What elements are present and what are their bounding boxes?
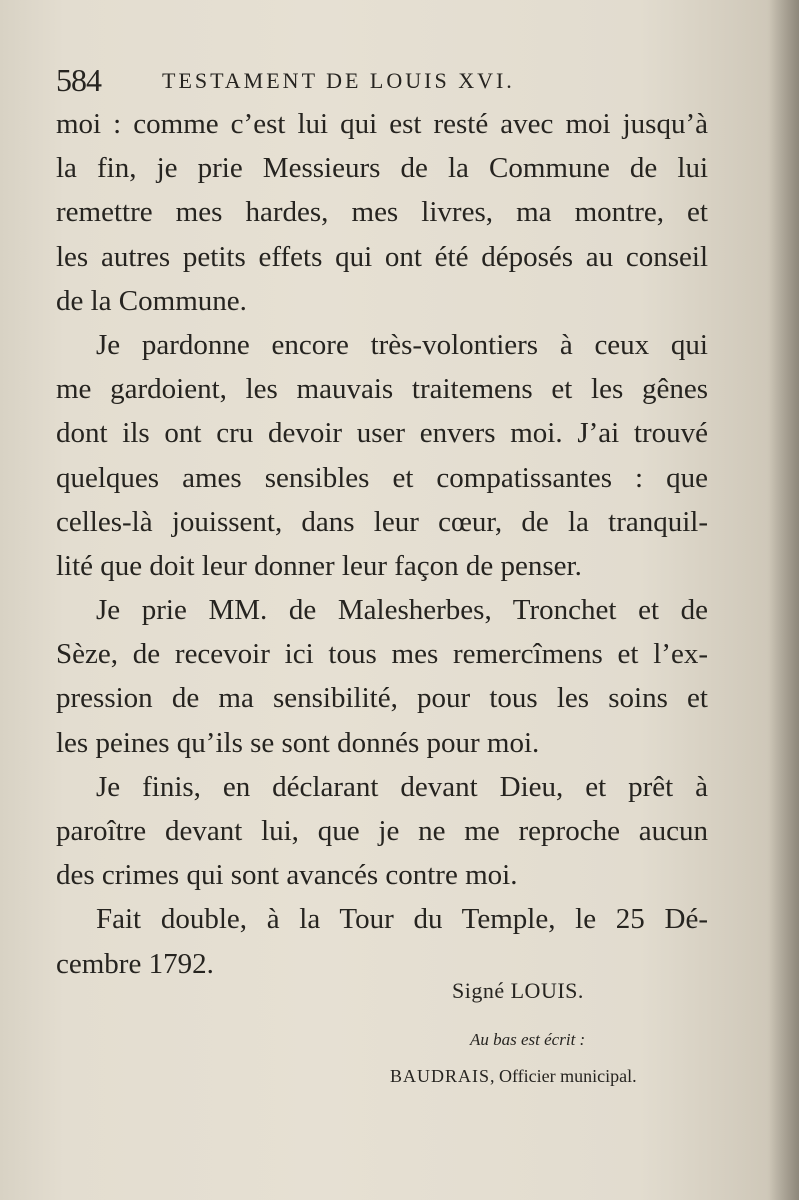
text-line: les peines qu’ils se sont donnés pour moi. (56, 726, 540, 759)
text-line: paroître devant lui, que je ne me reproche aucun (56, 815, 708, 847)
officer-signature (390, 1066, 637, 1087)
text-line: de la Commune. (56, 284, 247, 317)
officer-name: BAUDRAIS (390, 1066, 491, 1086)
text-line: Je pardonne encore très-volontiers à ceux qui (96, 328, 708, 361)
text-line: celles-là jouissent, dans leur cœur, de la tranquil- (56, 505, 708, 538)
officer-title: , Officier municipal. (490, 1066, 637, 1086)
text-line: des crimes qui sont avancés contre moi. (56, 859, 518, 892)
text-line: Fait double, à la Tour du Temple, le 25 Dé- (96, 903, 708, 936)
text-line: lité que doit leur donner leur façon de penser. (56, 549, 582, 582)
text-line: me gardoient, les mauvais traitemens et les gênes (56, 373, 708, 406)
signature: Signé LOUIS. (452, 978, 584, 1003)
text-line: la fin, je prie Messieurs de la Commune de lui (56, 152, 708, 185)
text-line: quelques ames sensibles et compatissantes : que (56, 461, 708, 494)
text-line: les autres petits effets qui ont été déposés au conseil (56, 240, 708, 273)
page-header (56, 62, 696, 102)
text-line: Je finis, en déclarant devant Dieu, et prêt à (96, 770, 708, 803)
text-line: cembre 1792. (56, 947, 214, 980)
page-edge-shadow (769, 0, 799, 1200)
text-line: dont ils ont cru devoir user envers moi. J’ai trouvé (56, 417, 708, 450)
text-line: Je prie MM. de Malesherbes, Tronchet et de (96, 594, 708, 627)
text-line: moi : comme c’est lui qui est resté avec moi jusqu’à (56, 108, 708, 140)
text-line: pression de ma sensibilité, pour tous les soins et (56, 682, 708, 715)
text-line: Sèze, de recevoir ici tous mes remercîmens et l’ex- (56, 638, 708, 671)
note-written-below: Au bas est écrit : (470, 1030, 586, 1049)
page-number: 584 (56, 62, 101, 98)
body-text (56, 102, 708, 986)
running-head: TESTAMENT DE LOUIS XVI. (162, 68, 515, 93)
text-line: remettre mes hardes, mes livres, ma montre, et (56, 196, 708, 229)
